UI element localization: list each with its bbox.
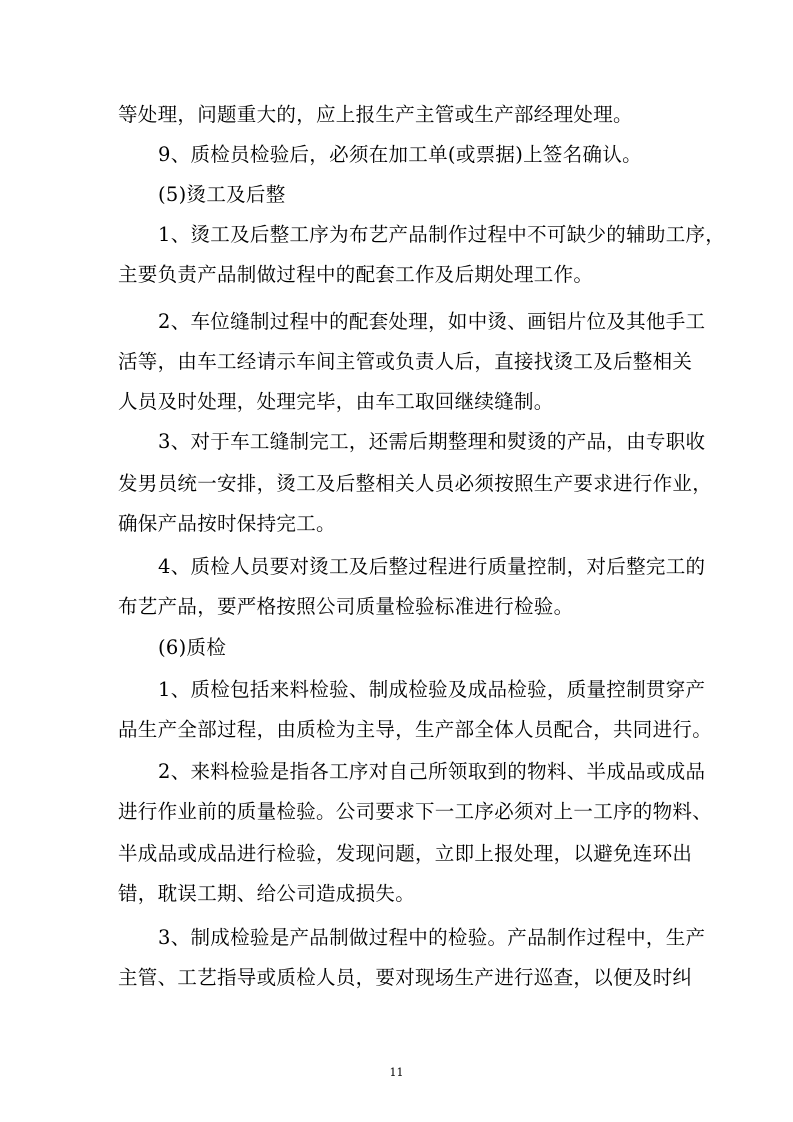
text-line: 9、质检员检验后，必须在加工单(或票据)上签名确认。 [158, 143, 642, 166]
text-line: 2、来料检验是指各工序对自己所领取到的物料、半成品或成品 [158, 760, 706, 783]
text-line: 布艺产品，要严格按照公司质量检验标准进行检验。 [118, 595, 574, 618]
section-heading: (6)质检 [158, 636, 227, 659]
text-line: 1、烫工及后整工序为布艺产品制作过程中不可缺少的辅助工序， [158, 223, 726, 246]
text-line: 品生产全部过程，由质检为主导，生产部全体人员配合，共同进行。 [118, 718, 713, 741]
text-line: 等处理，问题重大的，应上报生产主管或生产部经理处理。 [118, 103, 633, 126]
section-heading: (5)烫工及后整 [158, 183, 286, 206]
text-line: 4、质检人员要对烫工及后整过程进行质量控制，对后整完工的 [158, 555, 706, 578]
text-line: 1、质检包括来料检验、制成检验及成品检验，质量控制贯穿产 [158, 678, 706, 701]
text-line: 主管、工艺指导或质检人员，要对现场生产进行巡查，以便及时纠 [118, 966, 693, 989]
text-line: 2、车位缝制过程中的配套处理，如中烫、画铝片位及其他手工 [158, 310, 706, 333]
text-line: 人员及时处理，处理完毕，由车工取回继续缝制。 [118, 390, 554, 413]
text-line: 进行作业前的质量检验。公司要求下一工序必须对上一工序的物料、 [118, 800, 713, 823]
text-line: 活等，由车工经请示车间主管或负责人后，直接找烫工及后整相关 [118, 350, 693, 373]
text-line: 3、对于车工缝制完工，还需后期整理和熨烫的产品，由专职收 [158, 430, 706, 453]
text-line: 确保产品按时保持完工。 [118, 512, 336, 535]
text-line: 3、制成检验是产品制做过程中的检验。产品制作过程中，生产 [158, 926, 706, 949]
text-line: 主要负责产品制做过程中的配套工作及后期处理工作。 [118, 263, 594, 286]
page-number: 11 [389, 1066, 404, 1079]
text-line: 半成品或成品进行检验，发现问题，立即上报处理，以避免连环出 [118, 842, 693, 865]
text-line: 发男员统一安排，烫工及后整相关人员必须按照生产要求进行作业， [118, 472, 713, 495]
text-line: 错，耽误工期、给公司造成损失。 [118, 882, 416, 905]
